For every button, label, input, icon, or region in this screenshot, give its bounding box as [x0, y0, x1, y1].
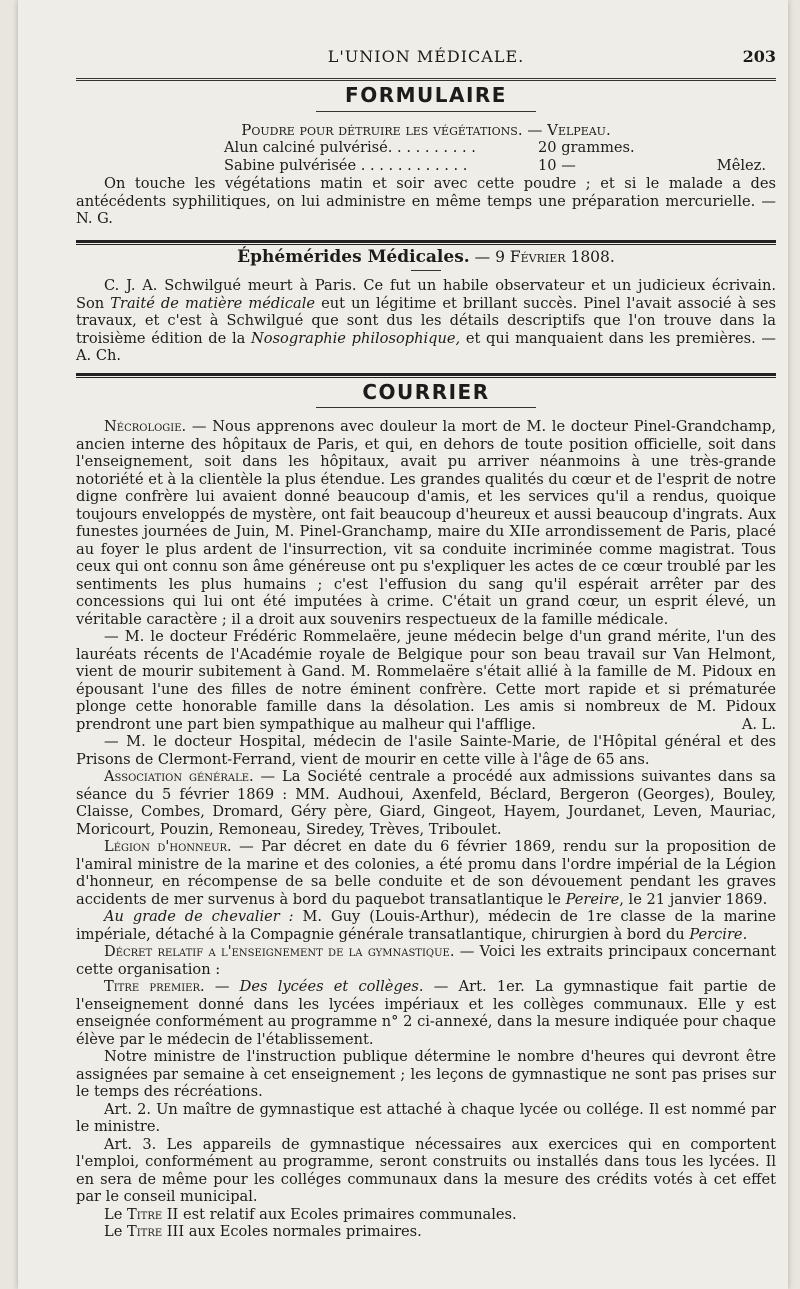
text-run: — Art. 1er. La gymnastique fait partie de l'enseignement donné dans les lycées impériaux et les collèges communaux. Elle y est enseignée conformément au programme n° 2 ci-annexé, dans la mesure indiquée pour chaque élève par le médecin de l'établissement.	[76, 978, 776, 1048]
ephemerides-rule	[411, 270, 441, 271]
text-run: — Par décret en date du 6 février 1869, rendu sur la proposition de l'amiral ministre de la marine et des colonies, a été promu dans l'ordre impérial de la Légion d'honneur, en récompense de sa belle conduite et de son dévouement pendant les graves accidents de mer survenus à bord du paquebot transatlantique le	[76, 838, 776, 908]
decret-paragraph	[76, 943, 776, 978]
text-run: M. Guy (Louis-Arthur), médecin de 1re classe de la marine impériale, détaché à la Compagnie générale transatlantique, chirurgien à bord du	[76, 908, 776, 943]
section-rule	[76, 240, 776, 243]
section-rule	[76, 373, 776, 376]
header-rule	[76, 78, 776, 81]
rommelaere-paragraph	[76, 628, 776, 733]
art2-paragraph: Art. 2. Un maître de gymnastique est attaché à chaque lycée ou collége. Il est nommé par le ministre.	[76, 1100, 776, 1135]
legion-label: Légion d'honneur.	[104, 838, 232, 855]
text-run: Le	[104, 1223, 127, 1240]
formulaire-title: FORMULAIRE	[345, 83, 507, 107]
chevalier-label: Au grade de chevalier :	[104, 908, 294, 925]
text-run: eut un légitime et brillant succès. Pinel l'avait associé à ses travaux, et c'est à Schwilgué que sont dus les détails descriptifs que l'on trouve dans la troisième édition de la	[76, 294, 776, 347]
section-rule	[76, 244, 776, 245]
text-run: III aux Ecoles normales primaires.	[162, 1223, 422, 1240]
text-run: II est relatif aux Ecoles primaires communales.	[162, 1205, 517, 1223]
recipe-row	[76, 157, 776, 175]
formulaire-text: On touche les végétations matin et soir avec cette poudre ; et si le malade a des antécédents syphilitiques, on lui administre en même temps une préparation mercurielle. — N. G.	[76, 175, 776, 227]
formula-subtitle: Poudre pour détruire les végétations. — Velpeau.	[241, 120, 611, 139]
ship-name: Pereire	[565, 890, 620, 908]
titre-premier-paragraph	[76, 978, 776, 1048]
hospital-paragraph: — M. le docteur Hospital, médecin de l'asile Sainte-Marie, de l'Hôpital général et des Prisons de Clermont-Ferrand, vient de mourir en cette ville à l'âge de 65 ans.	[76, 733, 776, 768]
ship-name: Percire.	[689, 925, 748, 943]
page	[18, 0, 788, 1289]
text-run: —	[204, 978, 240, 995]
titre-label: Titre premier.	[104, 978, 205, 995]
recipe-quantity: 20 grammes.	[538, 139, 635, 156]
text-run: — Nous apprenons avec douleur la mort de M. le docteur Pinel-Grandchamp, ancien interne des hôpitaux de Paris, et qui, en dehors de toute position officielle, soit dans l'enseignement, soit dans les hôpitaux, avait pu arriver néanmoins à une très-grande notoriété et à la clientèle la plus étendue. Les grandes qualités du cœur et de l'esprit de notre digne confrère lui avaient donné beaucoup d'amis, et les services qu'il a rendus, quoique toujours enveloppés de mystère, ont fait beaucoup d'heureux et aussi beaucoup d'ingrats. Aux funestes journées de Juin, M. Pinel-Granchamp, maire du XIIe arrondissement de Paris, placé au foyer le plus ardent de l'insurrection, vit sa conduite incriminée comme magistrat. Tous ceux qui ont connu son âme généreuse ont pu s'expliquer les actes de ce cœur troublé par les sentiments les plus humains ; c'est l'effusion du sang qu'il espérait arrêter par des concessions qui lui ont été imputées à crime. C'était un grand cœur, un esprit élevé, un véritable caractère ; il a droit aux souvenirs respectueux de la famille médicale.	[76, 418, 776, 628]
text-run: Le	[104, 1205, 127, 1223]
recipe-note: Mêlez.	[716, 157, 766, 174]
page-number: 203	[742, 47, 776, 66]
titre-label: Titre	[126, 1205, 163, 1223]
courrier-title: COURRIER	[362, 379, 490, 404]
recipe-row	[76, 139, 776, 157]
text-run: et qui manquaient dans les premières. — A. Ch.	[76, 329, 776, 364]
text-run: , le 21 janvier 1869.	[619, 890, 768, 908]
page-content	[76, 48, 776, 1241]
text-run: — M. le docteur Frédéric Rommelaëre, jeune médecin belge d'un grand mérite, l'un des lauréats récents de l'Académie royale de Belgique pour son beau travail sur Van Helmont, vient de mourir subitement à Gand. M. Rommelaëre s'était allié à la famille de M. Pidoux en épousant l'une des filles de notre éminent confrère. Cette mort rapide et si prématurée plonge cette honorable famille dans la désolation. Les amis si nombreux de M. Pidoux prendront une part bien sympathique au malheur qui l'afflige.	[76, 628, 776, 733]
decret-label: Décret relatif a l'enseignement de la gymnastique.	[104, 943, 455, 960]
ministre-paragraph: Notre ministre de l'instruction publique détermine le nombre d'heures qui devront être assignées par semaine à cet enseignement ; les leçons de gymnastique ne sont pas prises sur le temps des récréations.	[76, 1048, 776, 1100]
legion-paragraph	[76, 838, 776, 908]
text-run: — Voici les extraits principaux concernant cette organisation :	[76, 943, 776, 978]
running-header	[76, 48, 776, 72]
book-title: Traité de matière médicale	[110, 294, 316, 312]
ephemerides-title: Éphémérides Médicales.	[237, 246, 470, 267]
chevalier-paragraph	[76, 908, 776, 943]
ephemerides-heading	[76, 246, 776, 267]
ephemerides-date: — 9 Février 1808.	[474, 247, 615, 266]
recipe-ingredient: Sabine pulvérisée . . . . . . . . . . . .	[224, 157, 468, 174]
formulaire-title-rule	[316, 111, 536, 112]
journal-title: L'UNION MÉDICALE.	[327, 47, 525, 66]
association-paragraph	[76, 768, 776, 838]
necrologie-label: Nécrologie.	[104, 418, 187, 435]
necrologie-paragraph	[76, 418, 776, 628]
signature: A. L.	[741, 715, 776, 733]
courrier-title-rule	[316, 407, 536, 408]
titre2-paragraph	[76, 1206, 776, 1224]
art3-paragraph: Art. 3. Les appareils de gymnastique nécessaires aux exercices qui en comportent l'emploi, conformément au programme, seront construits ou installés dans tous les lycées. Il en sera de même pour les colléges communaux dans la mesure des crédits votés à cet effet par le conseil municipal.	[76, 1135, 776, 1205]
titre3-paragraph	[76, 1223, 776, 1241]
titre-label: Titre	[126, 1223, 163, 1240]
text-run: — La Société centrale a procédé aux admissions suivantes dans sa séance du 5 février 1869 : MM. Audhoui, Axenfeld, Béclard, Bergeron (Georges), Bouley, Claisse, Combes, Dromard, Géry père, Giard, Gingeot, Hayem, Jourdanet, Leven, Mauriac, Moricourt, Pouzin, Remoneau, Siredey, Trèves, Triboulet.	[76, 768, 776, 838]
recipe-quantity: 10 —	[538, 157, 576, 174]
text-run: C. J. A. Schwilgué meurt à Paris. Ce fut un habile observateur et un judicieux écrivain. Son	[76, 277, 776, 312]
ephemerides-text	[76, 277, 776, 365]
section-rule	[76, 377, 776, 378]
recipe-ingredient: Alun calciné pulvérisé. . . . . . . . . .	[224, 139, 476, 156]
association-label: Association générale.	[104, 768, 254, 785]
titre-subject: Des lycées et collèges.	[239, 978, 424, 995]
book-title: Nosographie philosophique,	[251, 329, 461, 347]
